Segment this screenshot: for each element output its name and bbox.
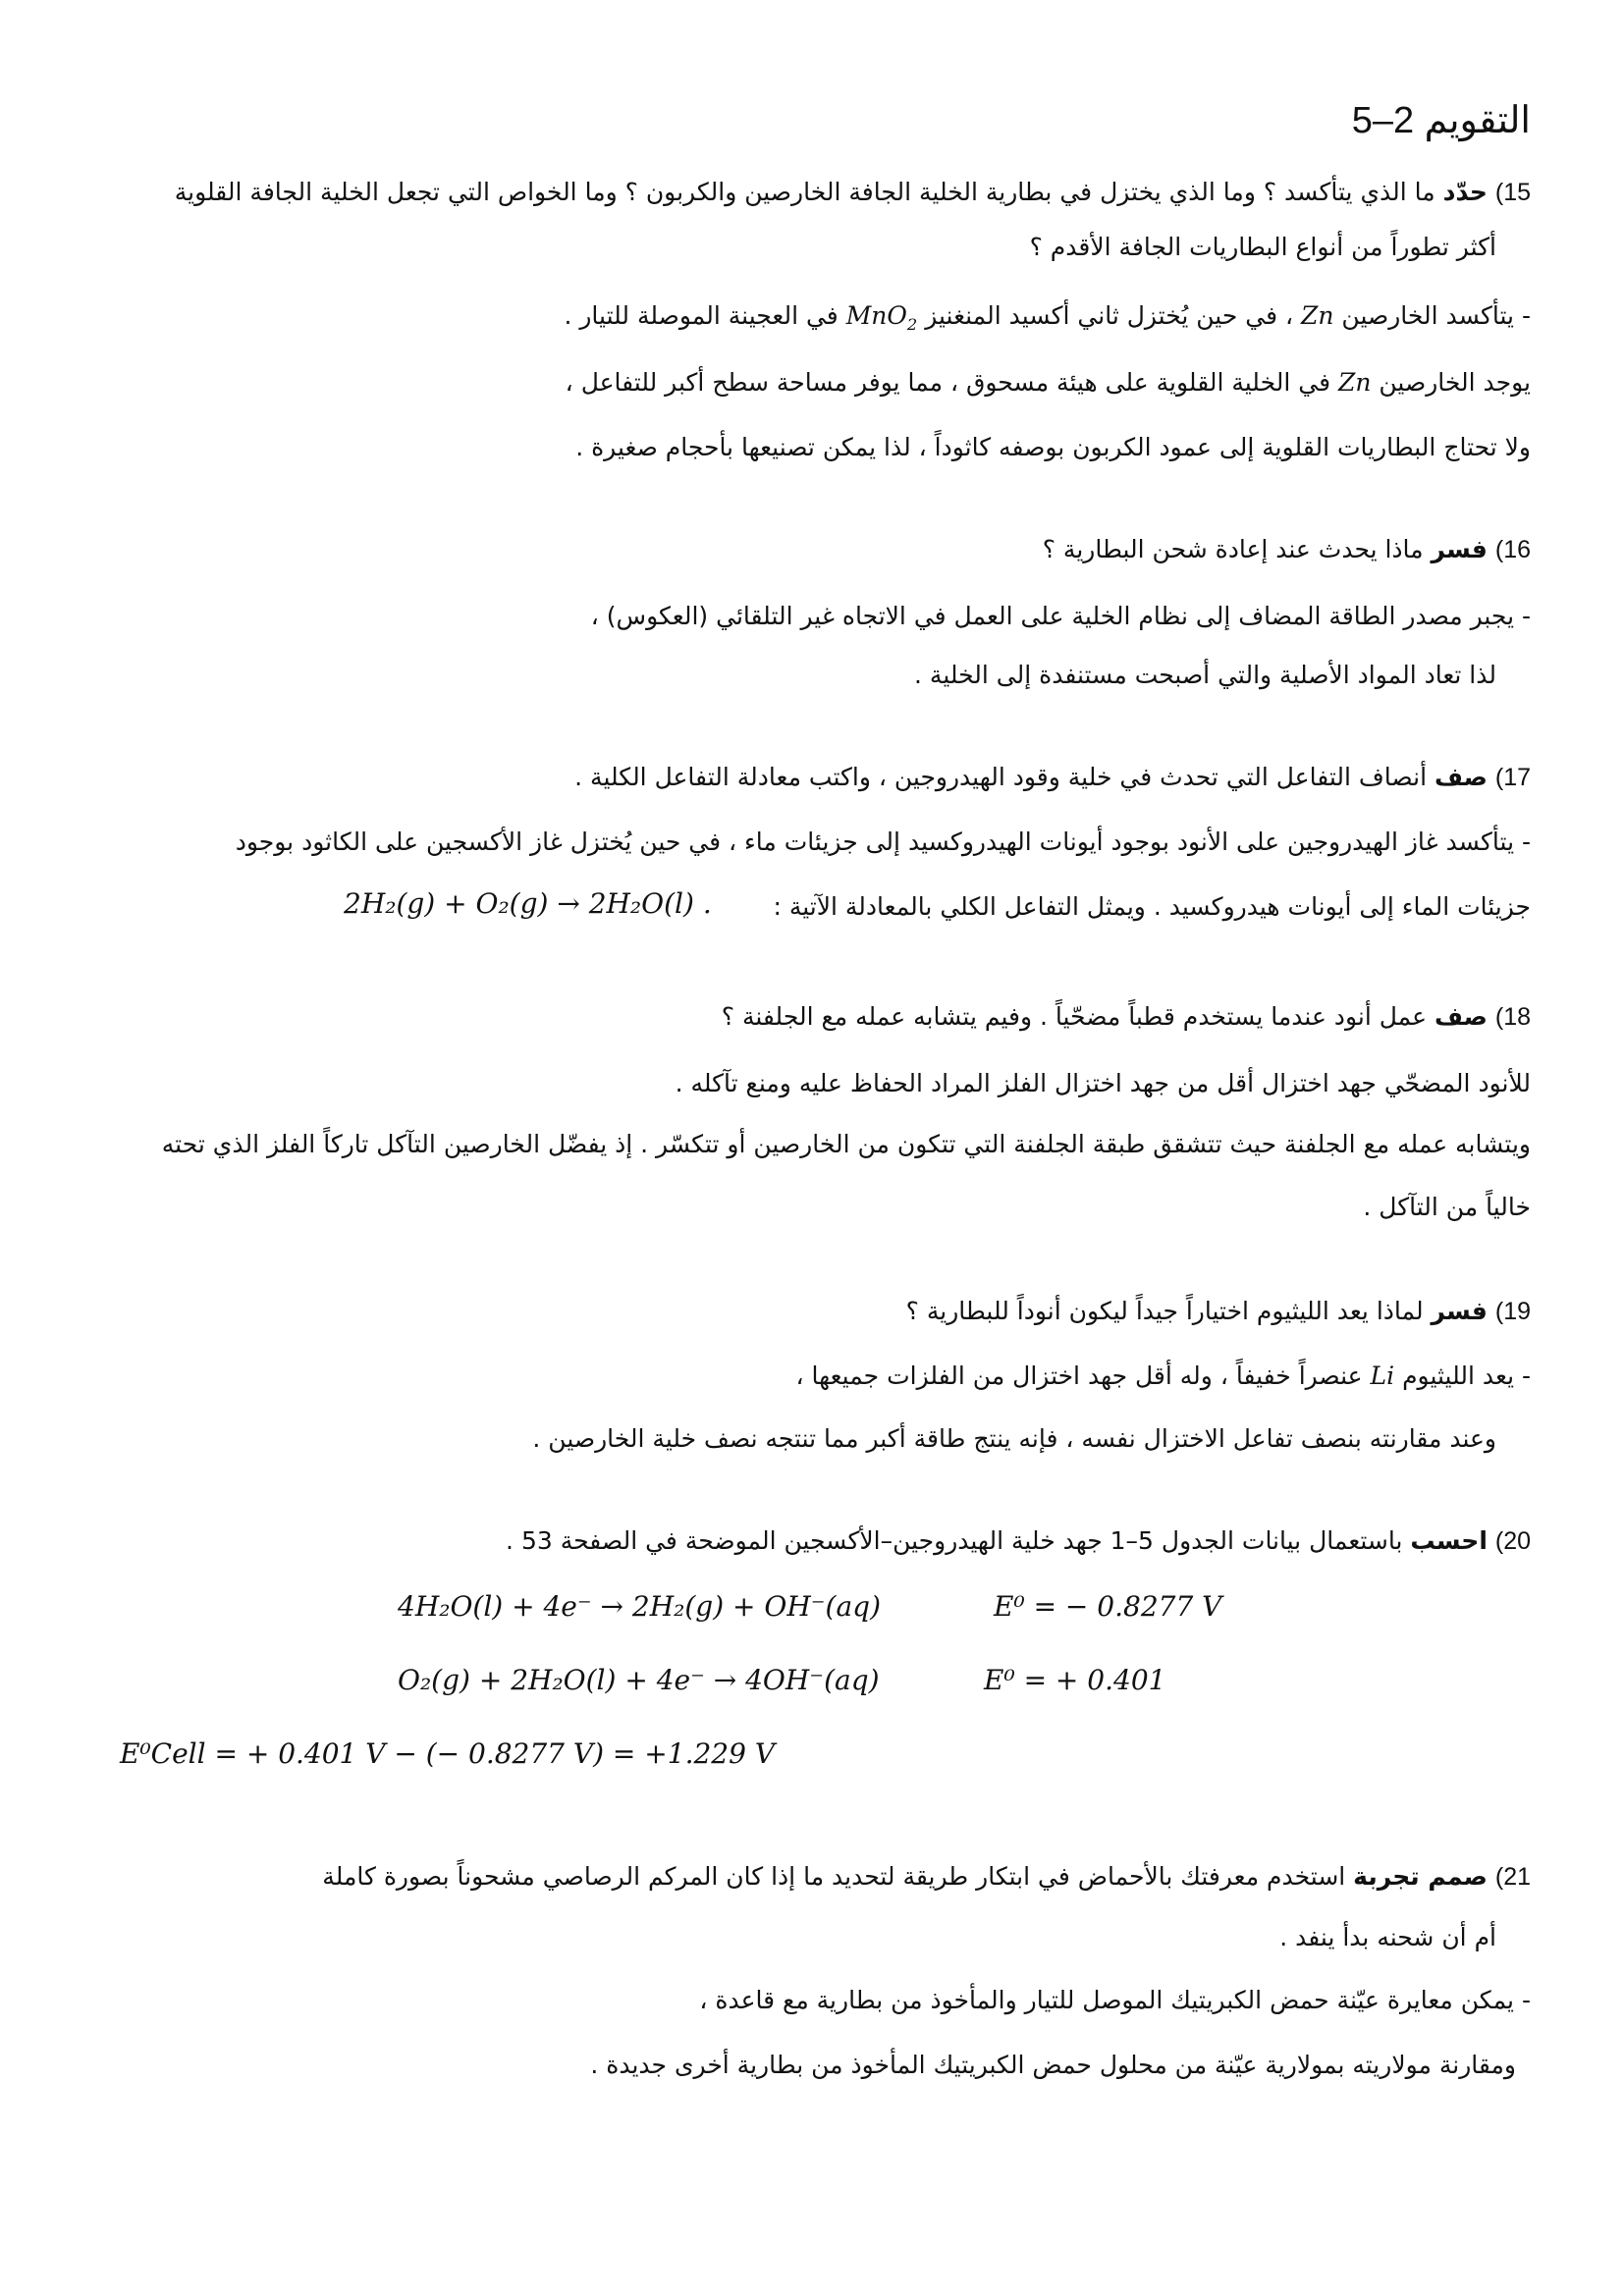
q21-number: 21) <box>1494 1863 1531 1891</box>
q21-text-2: أم أن شحنه بدأ ينفد . <box>1279 1923 1496 1951</box>
q18-question: 18) صف عمل أنود عندما يستخدم قطباً مضحّياً . وفيم يتشابه عمله مع الجلفنة ؟ <box>721 1002 1531 1031</box>
q15-question-line1 <box>175 173 1531 212</box>
q16-answer-1: - يجبر مصدر الطاقة المضاف إلى نظام الخلية على العمل في الاتجاه غير التلقائي (العكوس) ، <box>590 602 1531 630</box>
q20-question: 20) احسب باستعمال بيانات الجدول 5–1 جهد خلية الهيدروجين–الأكسجين الموضحة في الصفحة 53 . <box>506 1526 1531 1555</box>
q16-question: 16) فسر ماذا يحدث عند إعادة شحن البطارية ؟ <box>1042 535 1531 563</box>
q20-number: 20) <box>1494 1527 1531 1555</box>
q15-text-1: ما الذي يتأكسد ؟ وما الذي يختزل في بطارية الخلية الجافة الخارصين والكربون ؟ وما الخواص التي تجعل الخلية الجافة القلوية <box>174 178 1443 206</box>
q15-answer-2: يوجد الخارصين Zn في الخلية القلوية على هيئة مسحوق ، مما يوفر مساحة سطح أكبر للتفاعل ، <box>565 368 1531 397</box>
q19-keyword: فسر <box>1431 1297 1488 1325</box>
q17-keyword: صف <box>1434 763 1488 791</box>
q20-equation-2-potential: E⁰ = + 0.401 <box>984 1664 1166 1696</box>
q18-answer-2: ويتشابه عمله مع الجلفنة حيث تتشقق طبقة الجلفنة التي تتكون من الخارصين أو تتكسّر . إذ يفضّل الخارصين التآكل تاركاً الفلز الذي تحته <box>161 1130 1531 1158</box>
li-symbol: Li <box>1370 1362 1395 1390</box>
q18-number: 18) <box>1494 1003 1531 1031</box>
q15-number: 15) <box>1494 179 1531 206</box>
q17-equation: 2H₂(g) + O₂(g) → 2H₂O(l) . <box>344 887 712 920</box>
q18-keyword: صف <box>1434 1002 1488 1031</box>
q15-text-2: أكثر تطوراً من أنواع البطاريات الجافة الأقدم ؟ <box>1029 233 1496 261</box>
q21-keyword: صمم تجربة <box>1353 1862 1488 1891</box>
q21-answer-2: ومقارنة مولاريته بمولارية عيّنة من محلول حمض الكبريتيك المأخوذ من بطارية أخرى جديدة . <box>590 2051 1516 2079</box>
page-title: التقويم 2–5 <box>1351 100 1531 141</box>
q20-keyword: احسب <box>1410 1526 1488 1555</box>
q17-number: 17) <box>1494 764 1531 791</box>
q16-keyword: فسر <box>1431 535 1488 563</box>
q16-answer-2: لذا تعاد المواد الأصلية والتي أصبحت مستنفدة إلى الخلية . <box>914 661 1496 689</box>
q18-answer-3: خالياً من التآكل . <box>1363 1193 1531 1221</box>
q20-equation-1-potential: E⁰ = − 0.8277 V <box>994 1590 1222 1623</box>
q20-equation-2: O₂(g) + 2H₂O(l) + 4e⁻ → 4OH⁻(aq) <box>398 1664 880 1696</box>
q18-answer-1: للأنود المضحّي جهد اختزال أقل من جهد اختزال الفلز المراد الحفاظ عليه ومنع تآكله . <box>675 1069 1531 1097</box>
q20-equation-1: 4H₂O(l) + 4e⁻ → 2H₂(g) + OH⁻(aq) <box>398 1590 882 1623</box>
q19-answer-1: - يعد الليثيوم Li عنصراً خفيفاً ، وله أقل جهد اختزال من الفلزات جميعها ، <box>795 1362 1531 1390</box>
q21-question-line1: 21) صمم تجربة استخدم معرفتك بالأحماض في ابتكار طريقة لتحديد ما إذا كان المركم الرصاصي مشحوناً بصورة كاملة <box>322 1862 1531 1891</box>
zn-symbol: Zn <box>1301 301 1334 330</box>
q17-question: 17) صف أنصاف التفاعل التي تحدث في خلية وقود الهيدروجين ، واكتب معادلة التفاعل الكلية . <box>574 763 1531 791</box>
q17-answer-2: جزيئات الماء إلى أيونات هيدروكسيد . ويمثل التفاعل الكلي بالمعادلة الآتية : <box>773 892 1531 921</box>
q19-question: 19) فسر لماذا يعد الليثيوم اختياراً جيداً ليكون أنوداً للبطارية ؟ <box>905 1297 1531 1325</box>
q15-keyword: حدّد <box>1442 178 1488 206</box>
q19-number: 19) <box>1494 1298 1531 1325</box>
q15-answer-3: ولا تحتاج البطاريات القلوية إلى عمود الكربون بوصفه كاثوداً ، لذا يمكن تصنيعها بأحجام صغيرة . <box>575 433 1531 461</box>
mno2-formula: MnO$_2$ <box>845 301 918 334</box>
q15-answer-1: - يتأكسد الخارصين Zn ، في حين يُختزل ثاني أكسيد المنغنيز MnO$_2$ في العجينة الموصلة للتيار . <box>564 301 1531 334</box>
zn-symbol-2: Zn <box>1337 368 1372 397</box>
q21-answer-1: - يمكن معايرة عيّنة حمض الكبريتيك الموصل للتيار والمأخوذ من بطارية مع قاعدة ، <box>699 1986 1531 2014</box>
q19-answer-2: وعند مقارنته بنصف تفاعل الاختزال نفسه ، فإنه ينتج طاقة أكبر مما تنتجه نصف خلية الخارصين . <box>532 1424 1496 1453</box>
q20-cell-potential: E⁰Cell = + 0.401 V − (− 0.8277 V) = +1.229 V <box>120 1737 776 1770</box>
q17-answer-1: - يتأكسد غاز الهيدروجين على الأنود بوجود أيونات الهيدروكسيد إلى جزيئات ماء ، في حين يُختزل غاز الأكسجين على الكاثود بوجود <box>235 828 1531 856</box>
q16-number: 16) <box>1494 536 1531 563</box>
